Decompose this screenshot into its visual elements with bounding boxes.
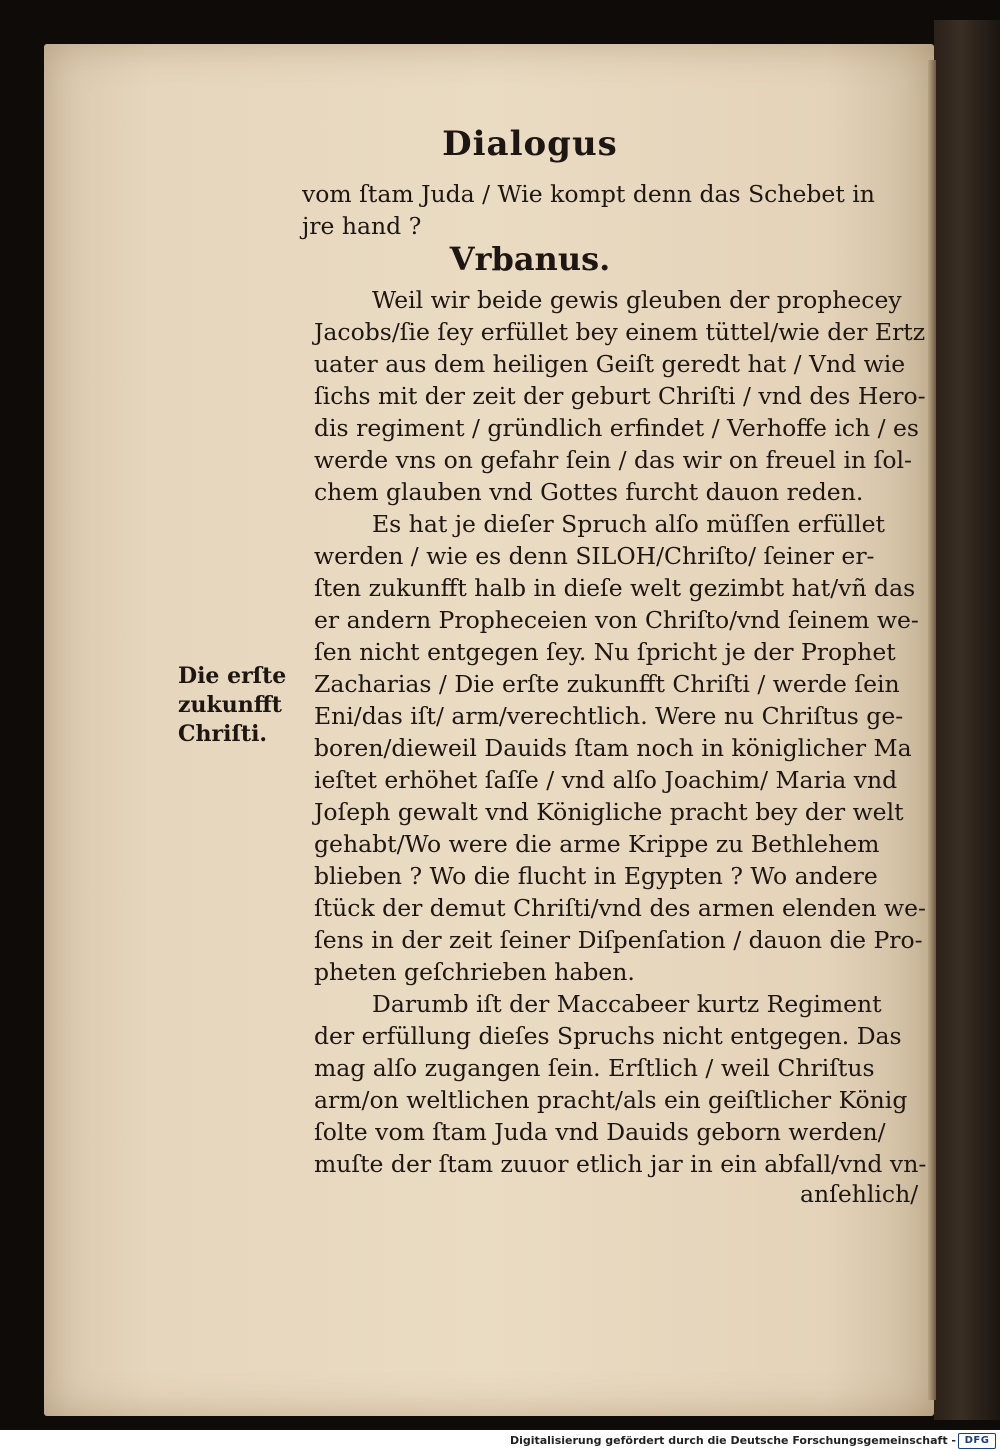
text-line: Eni/das iſt/ arm/verechtlich. Were nu Chriſtus ge-	[314, 702, 904, 730]
text-line: ſens in der zeit ſeiner Diſpenſation / dauon die Pro-	[314, 926, 923, 954]
text-line: ſtück der demut Chriſti/vnd des armen elenden we-	[314, 894, 926, 922]
text-line: blieben ? Wo die flucht in Egypten ? Wo andere	[314, 862, 878, 890]
text-line: Weil wir beide gewis gleuben der prophecey	[372, 286, 902, 314]
page-edge-highlight	[928, 60, 936, 1400]
speaker-heading: Vrbanus.	[449, 240, 611, 278]
text-line: ſolte vom ſtam Juda vnd Dauids geborn werden/	[314, 1118, 886, 1146]
intro-line: jre hand ?	[302, 212, 422, 240]
text-line: mag alſo zugangen ſein. Erſtlich / weil Chriſtus	[314, 1054, 875, 1082]
margin-note-line: Die erſte	[178, 663, 287, 689]
text-line: Jacobs/ſie ſey erfüllet bey einem tüttel/wie der Ertz	[314, 318, 926, 346]
text-line: Es hat je dieſer Spruch alſo müſſen erfüllet	[372, 510, 885, 538]
text-line: arm/on weltlichen pracht/als ein geiſtlicher König	[314, 1086, 908, 1114]
book-page-edge	[934, 20, 1000, 1420]
text-line: ſichs mit der zeit der geburt Chriſti / vnd des Hero-	[314, 382, 926, 410]
running-head: Dialogus	[442, 124, 618, 164]
footer-credit: Digitalisierung gefördert durch die Deutsche Forschungsgemeinschaft -	[509, 1434, 956, 1447]
text-line: er andern Propheceien von Chriſto/vnd ſeinem we-	[314, 606, 919, 634]
text-line: ſen nicht entgegen ſey. Nu ſpricht je der Prophet	[314, 638, 896, 666]
text-line: werde vns on gefahr ſein / das wir on freuel in ſol-	[314, 446, 912, 474]
margin-note-line: Chriſti.	[178, 721, 268, 747]
intro-line: vom ſtam Juda / Wie kompt denn das Schebet in	[302, 180, 875, 208]
text-line: ieſtet erhöhet ſaſſe / vnd alſo Joachim/ Maria vnd	[314, 766, 898, 794]
text-line: ſten zukunfft halb in dieſe welt gezimbt hat/vñ das	[314, 574, 916, 602]
text-line: pheten geſchrieben haben.	[314, 958, 635, 986]
text-line: boren/dieweil Dauids ſtam noch in königlicher Ma	[314, 734, 912, 762]
text-line: Zacharias / Die erſte zukunfft Chriſti / werde ſein	[314, 670, 900, 698]
text-line: chem glauben vnd Gottes furcht dauon reden.	[314, 478, 864, 506]
text-line: muſte der ſtam zuuor etlich jar in ein abfall/vnd vn-	[314, 1150, 927, 1178]
text-line: werden / wie es denn SILOH/Chriſto/ ſeiner er-	[314, 542, 875, 570]
text-line: dis regiment / gründlich erfindet / Verhoffe ich / es	[314, 414, 919, 442]
text-line: uater aus dem heiligen Geiſt geredt hat / Vnd wie	[314, 350, 906, 378]
text-line: gehabt/Wo were die arme Krippe zu Bethlehem	[314, 830, 880, 858]
text-line: Darumb iſt der Maccabeer kurtz Regiment	[372, 990, 882, 1018]
text-line: Joſeph gewalt vnd Königliche pracht bey der welt	[314, 798, 904, 826]
text-line: der erfüllung dieſes Spruchs nicht entgegen. Das	[314, 1022, 902, 1050]
catchword: anſehlich/	[800, 1180, 919, 1208]
dfg-logo: DFG	[958, 1433, 996, 1449]
margin-note	[178, 662, 286, 749]
margin-note-line: zukunfft	[178, 692, 282, 718]
